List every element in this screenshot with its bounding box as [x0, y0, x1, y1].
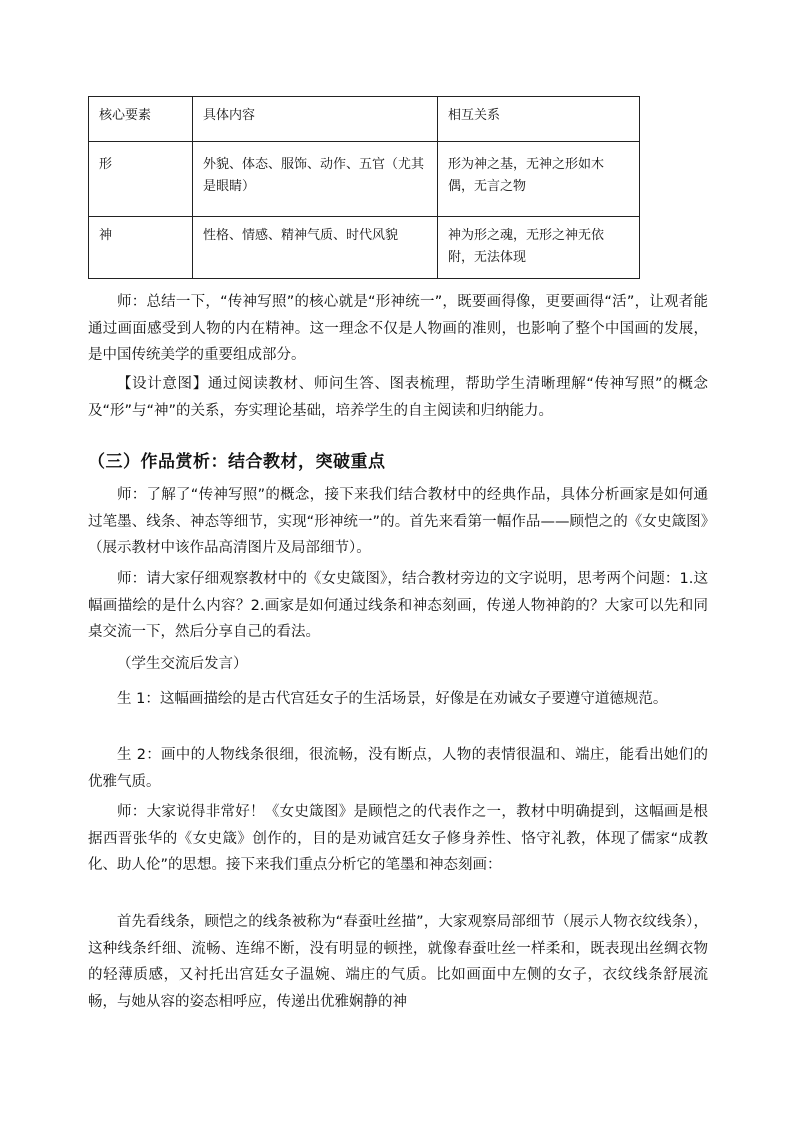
teacher-analysis-paragraph: 师：大家说得非常好！《女史箴图》是顾恺之的代表作之一，教材中明确提到，这幅画是根据西晋张华的《女史箴》创作的，目的是劝诫宫廷女子修身养性、恪守礼教，体现了儒家“成教化、助人伦”的思想。接下来我们重点分析它的笔墨和神态刻画：	[88, 804, 708, 873]
teacher-question-paragraph: 师：请大家仔细观察教材中的《女史箴图》，结合教材旁边的文字说明，思考两个问题：1.这幅画描绘的是什么内容？2.画家是如何通过线条和神态刻画，传递人物神韵的？大家可以先和同桌交流一下，然后分享自己的看法。	[88, 571, 708, 640]
table-header-cell: 具体内容	[193, 97, 438, 142]
design-intent-paragraph: 【设计意图】通过阅读教材、师问生答、图表梳理，帮助学生清晰理解“传神写照”的概念及“形”与“神”的关系，夯实理论基础，培养学生的自主阅读和归纳能力。	[88, 376, 708, 419]
table-cell: 神为形之魂，无形之神无依附，无法体现	[438, 217, 640, 279]
teacher-intro-paragraph: 师：了解了“传神写照”的概念，接下来我们结合教材中的经典作品，具体分析画家是如何通过笔墨、线条、神态等细节，实现“形神统一”的。首先来看第一幅作品——顾恺之的《女史箴图》（展示教材中该作品高清图片及局部细节）。	[88, 487, 708, 556]
line-analysis-paragraph: 首先看线条，顾恺之的线条被称为“春蚕吐丝描”，大家观察局部细节（展示人物衣纹线条），这种线条纤细、流畅、连绵不断，没有明显的顿挫，就像春蚕吐丝一样柔和，既表现出丝绸衣物的轻薄质感，又衬托出宫廷女子温婉、端庄的气质。比如画面中左侧的女子，衣纹线条舒展流畅，与她从容的姿态相呼应，传递出优雅娴静的神	[88, 914, 708, 1010]
student-1-answer: 生 1：这幅画描绘的是古代宫廷女子的生活场景，好像是在劝诫女子要遵守道德规范。	[117, 691, 668, 707]
student-discussion-note: （学生交流后发言）	[117, 656, 248, 672]
table-cell: 形为神之基，无神之形如木偶，无言之物	[438, 142, 640, 217]
table-cell: 外貌、体态、服饰、动作、五官（尤其是眼睛）	[193, 142, 438, 217]
table-header-cell: 核心要素	[89, 97, 193, 142]
section-heading: （三）作品赏析：结合教材，突破重点	[88, 452, 386, 472]
core-elements-table	[88, 96, 640, 279]
student-2-answer: 生 2：画中的人物线条很细，很流畅，没有断点，人物的表情很温和、端庄，能看出她们的优雅气质。	[88, 747, 708, 790]
table-header-row	[89, 97, 640, 142]
table-row	[89, 142, 640, 217]
table-cell: 形	[89, 142, 193, 217]
table-cell: 神	[89, 217, 193, 279]
table-row	[89, 217, 640, 279]
summary-paragraph: 师：总结一下，“传神写照”的核心就是“形神统一”，既要画得像，更要画得“活”，让观者能通过画面感受到人物的内在精神。这一理念不仅是人物画的准则，也影响了整个中国画的发展，是中国传统美学的重要组成部分。	[88, 294, 708, 363]
table-cell: 性格、情感、精神气质、时代风貌	[193, 217, 438, 279]
table-header-cell: 相互关系	[438, 97, 640, 142]
